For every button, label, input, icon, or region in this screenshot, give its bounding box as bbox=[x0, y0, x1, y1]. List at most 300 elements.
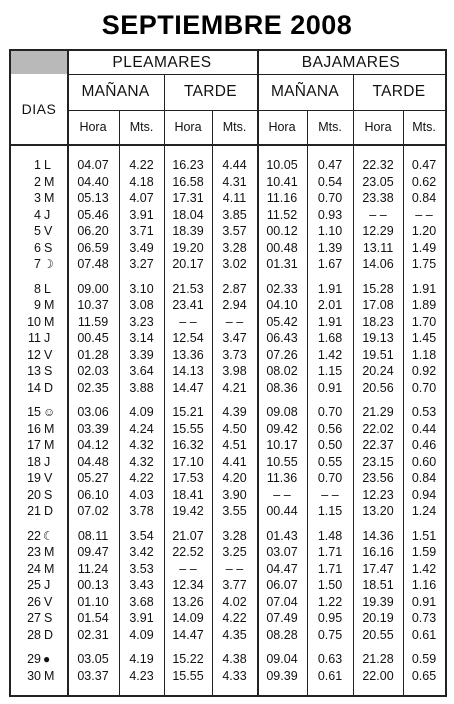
pleamar-tarde-mts: 4.21 bbox=[222, 380, 247, 395]
pleamar-manana-hora: 07.48 bbox=[77, 257, 109, 271]
bajamar-tarde-hora: 18.51 bbox=[362, 578, 394, 592]
day-number: 10 bbox=[27, 314, 41, 329]
bajamar-manana-hora: 00.48 bbox=[266, 240, 298, 255]
table-row bbox=[11, 544, 445, 560]
day-of-week: V bbox=[44, 471, 53, 485]
bajamar-tarde-mts: 1.24 bbox=[411, 504, 437, 518]
pleamar-tarde-mts: 3.85 bbox=[222, 207, 247, 222]
day-number: 12 bbox=[27, 347, 41, 362]
pleamar-tarde-mts: 4.35 bbox=[222, 627, 247, 642]
pleamar-tarde-hora: 22.52 bbox=[172, 545, 204, 559]
pleamar-tarde-hora: 23.41 bbox=[172, 298, 204, 312]
page-title: SEPTIEMBRE 2008 bbox=[101, 10, 353, 40]
day-cell bbox=[11, 207, 67, 223]
pleamar-manana-hora: 05.46 bbox=[77, 207, 109, 222]
table-row bbox=[11, 174, 445, 190]
pleamar-manana-mts: 3.64 bbox=[129, 364, 154, 378]
day-of-week: D bbox=[44, 504, 54, 518]
table-row bbox=[11, 627, 445, 643]
pleamar-tarde-hora: 19.20 bbox=[172, 240, 204, 255]
day-of-week: L bbox=[44, 158, 51, 172]
header-mts: Mts. bbox=[129, 120, 154, 134]
day-number: 11 bbox=[28, 331, 41, 345]
table-row bbox=[11, 577, 445, 593]
bajamar-manana-hora: 09.08 bbox=[266, 405, 298, 419]
pleamar-manana-hora: 09.00 bbox=[77, 281, 109, 296]
day-cell bbox=[11, 437, 67, 453]
day-number: 4 bbox=[34, 207, 41, 222]
day-of-week: J bbox=[44, 454, 51, 469]
day-cell bbox=[11, 157, 67, 173]
pleamar-tarde-mts: 4.02 bbox=[222, 594, 247, 609]
day-number: 2 bbox=[34, 174, 41, 189]
bajamar-manana-mts: 1.91 bbox=[317, 281, 343, 296]
bajamar-manana-mts: 1.68 bbox=[317, 331, 343, 345]
table-row bbox=[11, 363, 445, 379]
pleamar-tarde-hora: 16.58 bbox=[172, 174, 204, 189]
bajamar-tarde-hora: 23.38 bbox=[362, 191, 394, 205]
pleamar-tarde-hora: 14.13 bbox=[172, 364, 204, 378]
bajamar-manana-hora: 11.52 bbox=[266, 207, 298, 222]
bajamar-manana-hora: 02.33 bbox=[266, 281, 298, 296]
pleamar-tarde-hora: 16.23 bbox=[172, 158, 204, 172]
pleamar-manana-hora: 10.37 bbox=[77, 298, 109, 312]
day-cell bbox=[11, 240, 67, 256]
bajamar-manana-hora: 11.36 bbox=[266, 471, 298, 485]
bajamar-manana-hora: 07.04 bbox=[266, 594, 298, 609]
day-cell bbox=[11, 454, 67, 470]
header-dias: DIAS bbox=[21, 101, 57, 117]
pleamar-tarde-hora: 13.26 bbox=[172, 594, 204, 609]
table-row bbox=[11, 380, 445, 396]
header-mts: Mts. bbox=[318, 120, 342, 134]
day-of-week: M bbox=[44, 421, 55, 436]
day-number: 30 bbox=[27, 668, 41, 683]
pleamar-manana-mts: 3.23 bbox=[129, 314, 154, 329]
day-cell bbox=[11, 404, 67, 420]
bajamar-manana-mts: 0.91 bbox=[317, 380, 343, 395]
bajamar-tarde-mts: 0.44 bbox=[411, 421, 437, 436]
bajamar-tarde-mts: 1.91 bbox=[411, 281, 437, 296]
pleamar-manana-mts: 4.18 bbox=[129, 174, 154, 189]
pleamar-tarde-mts: 4.39 bbox=[222, 405, 247, 419]
day-cell bbox=[11, 561, 67, 577]
first-quarter-moon-icon: ☽ bbox=[43, 257, 54, 271]
day-of-week: S bbox=[44, 364, 53, 378]
pleamar-tarde-mts: 3.55 bbox=[222, 504, 247, 518]
bajamar-manana-mts: 0.93 bbox=[317, 207, 343, 222]
pleamar-manana-mts: 4.22 bbox=[129, 471, 154, 485]
bajamar-manana-mts: 2.01 bbox=[317, 298, 343, 312]
pleamar-tarde-mts: 4.44 bbox=[222, 158, 247, 172]
day-of-week: M bbox=[44, 191, 55, 205]
bajamar-manana-hora: 09.04 bbox=[266, 652, 298, 666]
pleamar-tarde-mts: 3.25 bbox=[222, 545, 247, 559]
pleamar-manana-hora: 02.31 bbox=[77, 627, 109, 642]
bajamar-tarde-hora: 23.05 bbox=[362, 174, 394, 189]
day-cell bbox=[11, 256, 67, 272]
pleamar-manana-hora: 11.24 bbox=[77, 561, 109, 576]
bajamar-tarde-mts: 1.51 bbox=[411, 528, 437, 543]
pleamar-manana-hora: 00.13 bbox=[77, 578, 109, 592]
table-row bbox=[11, 190, 445, 206]
bajamar-tarde-mts: 0.94 bbox=[411, 487, 437, 502]
pleamar-manana-hora: 01.28 bbox=[77, 347, 109, 362]
header-mts: Mts. bbox=[412, 120, 436, 134]
pleamar-manana-hora: 06.20 bbox=[77, 224, 109, 238]
bajamar-manana-mts: 1.71 bbox=[317, 561, 343, 576]
day-cell bbox=[11, 330, 67, 346]
bajamar-manana-hora: 04.10 bbox=[266, 298, 298, 312]
bajamar-tarde-mts: 1.42 bbox=[411, 561, 437, 576]
day-number: 19 bbox=[27, 471, 41, 485]
day-cell bbox=[11, 503, 67, 519]
pleamar-manana-hora: 03.37 bbox=[77, 668, 109, 683]
bajamar-tarde-mts: 0.84 bbox=[411, 471, 437, 485]
day-number: 15 bbox=[27, 405, 41, 419]
pleamar-tarde-hora: 12.34 bbox=[172, 578, 204, 592]
pleamar-tarde-mts: 4.33 bbox=[222, 668, 247, 683]
bajamar-tarde-hora: 21.28 bbox=[362, 652, 394, 666]
bajamar-tarde-mts: 1.89 bbox=[411, 298, 437, 312]
pleamar-tarde-mts: 3.90 bbox=[222, 487, 247, 502]
bajamar-manana-hora: 08.02 bbox=[266, 364, 298, 378]
grid-line bbox=[67, 74, 445, 75]
pleamar-tarde-hora: – – bbox=[179, 314, 197, 329]
day-cell bbox=[11, 347, 67, 363]
header-hora: Hora bbox=[79, 120, 107, 134]
table-row bbox=[11, 207, 445, 223]
day-cell bbox=[11, 668, 67, 684]
pleamar-manana-mts: 3.27 bbox=[129, 257, 154, 271]
pleamar-tarde-mts: 2.94 bbox=[222, 298, 247, 312]
bajamar-manana-hora: 10.41 bbox=[266, 174, 298, 189]
day-of-week: V bbox=[44, 594, 53, 609]
pleamar-tarde-hora: 21.53 bbox=[172, 281, 204, 296]
pleamar-tarde-mts: 3.28 bbox=[222, 528, 247, 543]
pleamar-manana-mts: 3.42 bbox=[129, 545, 154, 559]
table-row bbox=[11, 404, 445, 420]
day-cell bbox=[11, 421, 67, 437]
pleamar-manana-hora: 05.13 bbox=[77, 191, 109, 205]
bajamar-tarde-mts: 1.70 bbox=[411, 314, 437, 329]
day-cell bbox=[11, 314, 67, 330]
pleamar-manana-hora: 00.45 bbox=[77, 331, 109, 345]
bajamar-tarde-mts: 0.60 bbox=[411, 454, 437, 469]
day-cell bbox=[11, 487, 67, 503]
bajamar-tarde-hora: 22.02 bbox=[362, 421, 394, 436]
bajamar-tarde-mts: 0.73 bbox=[411, 611, 437, 625]
pleamar-manana-hora: 03.06 bbox=[77, 405, 109, 419]
bajamar-tarde-hora: 14.06 bbox=[362, 257, 394, 271]
bajamar-tarde-hora: 22.00 bbox=[362, 668, 394, 683]
bajamar-manana-mts: 0.50 bbox=[317, 438, 343, 452]
day-number: 21 bbox=[27, 504, 41, 518]
day-number: 8 bbox=[34, 281, 41, 296]
bajamar-manana-hora: 06.07 bbox=[266, 578, 298, 592]
pleamar-tarde-mts: 4.22 bbox=[222, 611, 247, 625]
bajamar-manana-hora: 07.26 bbox=[266, 347, 298, 362]
table-row bbox=[11, 297, 445, 313]
bajamar-tarde-hora: 19.51 bbox=[362, 347, 394, 362]
pleamar-tarde-mts: 3.98 bbox=[222, 364, 247, 378]
bajamar-manana-mts: 1.67 bbox=[317, 257, 343, 271]
pleamar-manana-hora: 03.39 bbox=[77, 421, 109, 436]
pleamar-tarde-mts: 3.02 bbox=[222, 257, 247, 271]
full-moon-icon: ☺ bbox=[43, 405, 56, 419]
bajamar-tarde-hora: 17.08 bbox=[362, 298, 394, 312]
bajamar-tarde-mts: 1.59 bbox=[411, 545, 437, 559]
pleamar-manana-mts: 3.71 bbox=[129, 224, 154, 238]
day-cell bbox=[11, 190, 67, 206]
pleamar-manana-hora: 06.10 bbox=[77, 487, 109, 502]
pleamar-tarde-mts: – – bbox=[225, 561, 244, 576]
day-cell bbox=[11, 610, 67, 626]
bajamar-tarde-hora: 22.37 bbox=[362, 438, 394, 452]
day-of-week: M bbox=[44, 174, 55, 189]
table-row bbox=[11, 668, 445, 684]
day-cell bbox=[11, 544, 67, 560]
bajamar-manana-mts: 0.55 bbox=[317, 454, 343, 469]
day-number: 29 bbox=[27, 652, 41, 666]
bajamar-manana-mts: 1.71 bbox=[317, 545, 343, 559]
bajamar-manana-hora: 10.55 bbox=[266, 454, 298, 469]
day-of-week: M bbox=[44, 298, 55, 312]
bajamar-tarde-hora: 18.23 bbox=[362, 314, 394, 329]
bajamar-manana-mts: 1.15 bbox=[317, 504, 343, 518]
pleamar-tarde-hora: 17.31 bbox=[172, 191, 204, 205]
day-of-week: V bbox=[44, 347, 53, 362]
day-of-week: S bbox=[44, 487, 53, 502]
pleamar-manana-hora: 01.54 bbox=[77, 611, 109, 625]
bajamar-tarde-hora: 21.29 bbox=[362, 405, 394, 419]
header-hora: Hora bbox=[364, 120, 392, 134]
bajamar-manana-hora: 01.43 bbox=[266, 528, 298, 543]
bajamar-tarde-hora: 20.55 bbox=[362, 627, 394, 642]
last-quarter-moon-icon: ☾ bbox=[43, 528, 54, 543]
day-number: 13 bbox=[27, 364, 41, 378]
pleamar-tarde-hora: 15.55 bbox=[172, 421, 204, 436]
day-number: 22 bbox=[27, 528, 41, 543]
pleamar-manana-hora: 07.02 bbox=[77, 504, 109, 518]
bajamar-tarde-hora: 22.32 bbox=[362, 158, 394, 172]
day-of-week: V bbox=[44, 224, 53, 238]
pleamar-tarde-mts: 2.87 bbox=[222, 281, 247, 296]
day-number: 6 bbox=[34, 240, 41, 255]
bajamar-tarde-mts: 0.92 bbox=[411, 364, 437, 378]
pleamar-manana-mts: 4.32 bbox=[129, 454, 154, 469]
bajamar-manana-mts: 0.61 bbox=[317, 668, 343, 683]
pleamar-manana-mts: 3.91 bbox=[129, 611, 154, 625]
pleamar-tarde-hora: 17.53 bbox=[172, 471, 204, 485]
bajamar-manana-hora: 04.47 bbox=[266, 561, 298, 576]
bajamar-manana-mts: 0.75 bbox=[317, 627, 343, 642]
pleamar-tarde-mts: – – bbox=[225, 314, 244, 329]
day-cell bbox=[11, 528, 67, 544]
bajamar-tarde-hora: 16.16 bbox=[362, 545, 394, 559]
bajamar-tarde-hora: 23.15 bbox=[362, 454, 394, 469]
bajamar-manana-mts: 0.70 bbox=[317, 471, 343, 485]
day-number: 5 bbox=[34, 224, 41, 238]
pleamar-manana-mts: 3.10 bbox=[129, 281, 154, 296]
pleamar-tarde-hora: 18.41 bbox=[172, 487, 204, 502]
bajamar-tarde-mts: 0.70 bbox=[411, 380, 437, 395]
day-of-week: S bbox=[44, 240, 53, 255]
bajamar-manana-hora: 08.28 bbox=[266, 627, 298, 642]
bajamar-manana-mts: 1.39 bbox=[317, 240, 343, 255]
table-row bbox=[11, 528, 445, 544]
pleamar-manana-mts: 3.88 bbox=[129, 380, 154, 395]
pleamar-manana-hora: 01.10 bbox=[77, 594, 109, 609]
bajamar-tarde-hora: 19.39 bbox=[362, 594, 394, 609]
day-of-week: L bbox=[44, 281, 51, 296]
bajamar-tarde-mts: 0.46 bbox=[411, 438, 437, 452]
pleamar-manana-mts: 3.43 bbox=[129, 578, 154, 592]
pleamar-tarde-hora: 21.07 bbox=[172, 528, 204, 543]
pleamar-tarde-hora: 14.09 bbox=[172, 611, 204, 625]
bajamar-manana-mts: 0.95 bbox=[317, 611, 343, 625]
bajamar-manana-hora: 09.39 bbox=[266, 668, 298, 683]
pleamar-manana-hora: 11.59 bbox=[77, 314, 109, 329]
pleamar-tarde-mts: 3.57 bbox=[222, 224, 247, 238]
pleamar-manana-mts: 4.32 bbox=[129, 438, 154, 452]
pleamar-manana-hora: 05.27 bbox=[77, 471, 109, 485]
day-cell bbox=[11, 281, 67, 297]
pleamar-manana-mts: 3.53 bbox=[129, 561, 154, 576]
day-number: 23 bbox=[27, 545, 41, 559]
bajamar-tarde-mts: 1.16 bbox=[411, 578, 437, 592]
bajamar-manana-hora: – – bbox=[273, 487, 291, 502]
day-of-week: J bbox=[44, 578, 51, 592]
bajamar-manana-mts: 1.22 bbox=[317, 594, 343, 609]
pleamar-tarde-mts: 4.50 bbox=[222, 421, 247, 436]
pleamar-manana-mts: 4.23 bbox=[129, 668, 154, 683]
day-of-week: J bbox=[44, 331, 51, 345]
bajamar-manana-mts: – – bbox=[321, 487, 339, 502]
new-moon-icon: ● bbox=[43, 652, 51, 666]
day-of-week: M bbox=[44, 561, 55, 576]
bajamar-manana-hora: 00.44 bbox=[266, 504, 298, 518]
pleamar-tarde-hora: 18.39 bbox=[172, 224, 204, 238]
pleamar-manana-mts: 4.22 bbox=[129, 158, 154, 172]
table-row bbox=[11, 487, 445, 503]
table-row bbox=[11, 437, 445, 453]
pleamar-tarde-hora: – – bbox=[179, 561, 197, 576]
bajamar-tarde-hora: – – bbox=[369, 207, 387, 222]
pleamar-manana-mts: 3.49 bbox=[129, 240, 154, 255]
bajamar-tarde-mts: 0.47 bbox=[411, 158, 437, 172]
pleamar-manana-hora: 04.48 bbox=[77, 454, 109, 469]
pleamar-manana-mts: 4.09 bbox=[129, 627, 154, 642]
bajamar-tarde-hora: 19.13 bbox=[362, 331, 394, 345]
pleamar-tarde-mts: 4.20 bbox=[222, 471, 247, 485]
pleamar-manana-hora: 03.05 bbox=[77, 652, 109, 666]
pleamar-tarde-hora: 18.04 bbox=[172, 207, 204, 222]
table-row bbox=[11, 347, 445, 363]
bajamar-tarde-mts: 0.84 bbox=[411, 191, 437, 205]
pleamar-manana-mts: 3.78 bbox=[129, 504, 154, 518]
pleamar-manana-mts: 3.68 bbox=[129, 594, 154, 609]
day-number: 25 bbox=[27, 578, 41, 592]
bajamar-tarde-hora: 23.56 bbox=[362, 471, 394, 485]
table-row bbox=[11, 157, 445, 173]
day-number: 24 bbox=[27, 561, 41, 576]
bajamar-manana-hora: 01.31 bbox=[266, 257, 298, 271]
day-of-week: M bbox=[44, 545, 55, 559]
pleamar-tarde-mts: 3.77 bbox=[222, 578, 247, 592]
header-mts: Mts. bbox=[222, 120, 247, 134]
bajamar-tarde-hora: 20.56 bbox=[362, 380, 394, 395]
bajamar-manana-hora: 05.42 bbox=[266, 314, 298, 329]
bajamar-tarde-mts: – – bbox=[415, 207, 433, 222]
bajamar-manana-hora: 00.12 bbox=[266, 224, 298, 238]
pleamar-tarde-hora: 13.36 bbox=[172, 347, 204, 362]
bajamar-tarde-hora: 17.47 bbox=[362, 561, 394, 576]
table-row bbox=[11, 281, 445, 297]
pleamar-tarde-mts: 4.11 bbox=[222, 191, 247, 205]
pleamar-tarde-hora: 20.17 bbox=[172, 257, 204, 271]
pleamar-tarde-mts: 4.31 bbox=[222, 174, 247, 189]
bajamar-tarde-mts: 0.91 bbox=[411, 594, 437, 609]
bajamar-tarde-hora: 13.11 bbox=[362, 240, 394, 255]
table-row bbox=[11, 610, 445, 626]
day-number: 20 bbox=[27, 487, 41, 502]
pleamar-tarde-mts: 3.73 bbox=[222, 347, 247, 362]
tide-table bbox=[9, 49, 447, 697]
pleamar-manana-hora: 04.40 bbox=[77, 174, 109, 189]
pleamar-tarde-hora: 19.42 bbox=[172, 504, 204, 518]
pleamar-manana-mts: 4.09 bbox=[129, 405, 154, 419]
header-pleamares-manana: MAÑANA bbox=[81, 83, 150, 100]
bajamar-tarde-hora: 12.23 bbox=[362, 487, 394, 502]
day-cell bbox=[11, 174, 67, 190]
bajamar-manana-mts: 1.42 bbox=[317, 347, 343, 362]
table-row bbox=[11, 561, 445, 577]
day-number: 26 bbox=[27, 594, 41, 609]
bajamar-tarde-mts: 0.61 bbox=[411, 627, 437, 642]
bajamar-tarde-hora: 14.36 bbox=[362, 528, 394, 543]
table-row bbox=[11, 503, 445, 519]
pleamar-manana-mts: 3.14 bbox=[129, 331, 154, 345]
bajamar-manana-hora: 08.36 bbox=[266, 380, 298, 395]
day-number: 9 bbox=[34, 298, 41, 312]
day-number: 27 bbox=[27, 611, 41, 625]
day-cell bbox=[11, 651, 67, 667]
header-bajamares-manana: MAÑANA bbox=[270, 83, 340, 100]
bajamar-tarde-hora: 13.20 bbox=[362, 504, 394, 518]
bajamar-tarde-mts: 0.53 bbox=[411, 405, 437, 419]
bajamar-tarde-mts: 1.18 bbox=[411, 347, 437, 362]
table-row bbox=[11, 651, 445, 667]
bajamar-manana-mts: 0.47 bbox=[317, 158, 343, 172]
bajamar-manana-hora: 09.42 bbox=[266, 421, 298, 436]
pleamar-tarde-hora: 15.22 bbox=[172, 652, 204, 666]
pleamar-manana-mts: 4.24 bbox=[129, 421, 154, 436]
header-hora: Hora bbox=[268, 120, 296, 134]
pleamar-manana-hora: 04.07 bbox=[77, 158, 109, 172]
bajamar-manana-hora: 06.43 bbox=[266, 331, 298, 345]
day-number: 1 bbox=[34, 158, 41, 172]
day-number: 18 bbox=[27, 454, 41, 469]
pleamar-manana-hora: 08.11 bbox=[77, 528, 109, 543]
day-cell bbox=[11, 380, 67, 396]
bajamar-manana-mts: 0.56 bbox=[317, 421, 343, 436]
bajamar-manana-hora: 07.49 bbox=[266, 611, 298, 625]
bajamar-manana-mts: 1.15 bbox=[317, 364, 343, 378]
bajamar-manana-mts: 1.10 bbox=[317, 224, 343, 238]
bajamar-tarde-mts: 1.49 bbox=[411, 240, 437, 255]
bajamar-manana-mts: 1.50 bbox=[317, 578, 343, 592]
